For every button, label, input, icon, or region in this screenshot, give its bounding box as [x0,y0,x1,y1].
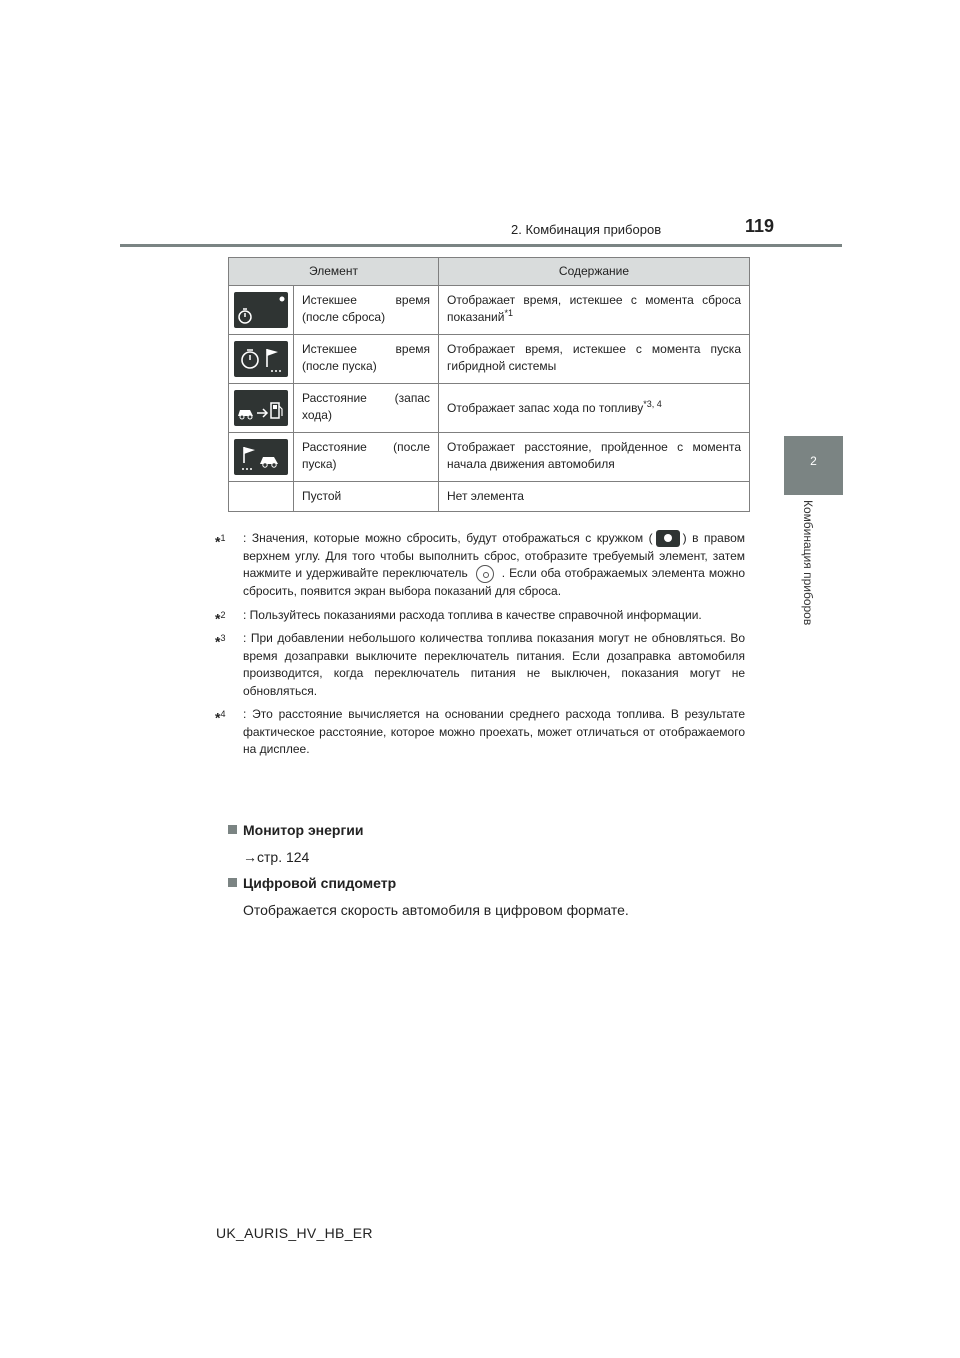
footnotes [215,530,745,765]
footnote-ref: *1 [504,308,513,318]
chapter-tab-label: Комбинация приборов [801,500,815,626]
stopwatch-reset-icon [234,292,288,328]
footnote-text: : При добавлении небольшого количества топлива показания могут не обновляться. Во время дозаправки выключите переключатель питания. Если дозаправка автомобиля производится, когда переключатель питания не выключен, показания могут не обновляться. [243,631,745,698]
footnote-3 [215,630,745,700]
page-number: 119 [745,216,775,236]
items-table [228,257,750,512]
item-name: Пустой [294,482,439,512]
document-code: UK_AURIS_HV_HB_ER [216,1225,373,1241]
chapter-tab-number: 2 [810,454,817,468]
footnote-number: 2 [220,609,226,620]
bullet-square-icon [228,878,237,887]
car-fuel-pump-icon [234,390,288,426]
footnote-4 [215,706,745,759]
footnote-number: 4 [220,709,226,719]
chapter-tab [784,436,843,495]
footnote-text: . Если оба отображаемых элемента можно сбросить, появится экран выбора показаний для сброса. [243,566,745,598]
section-title-digital-speedometer: Цифровой спидометр [228,875,396,891]
table-header-content: Содержание [439,258,750,286]
bullet-square-icon [228,825,237,834]
footnote-number: 1 [220,533,226,543]
footnote-1 [215,530,745,601]
item-description: Отображает расстояние, пройденное с момента начала движения автомобиля [447,440,741,471]
table-row [229,482,750,512]
footnote-mark: * [215,610,221,627]
flag-car-icon [234,439,288,475]
footnote-mark: * [215,709,221,726]
item-description: Отображает запас хода по топливу [447,400,644,415]
reset-circle-icon [656,530,680,547]
footnote-mark: * [215,633,221,650]
item-name: Расстояние (запас хода) [294,384,439,433]
footnote-mark: * [215,533,221,550]
item-name: Истекшее время (после сброса) [294,286,439,335]
section-body-digital-speedometer: Отображается скорость автомобиля в цифровом формате. [243,902,629,918]
footnote-text: : Пользуйтесь показаниями расхода топлива в качестве справочной информации. [243,607,702,622]
item-description: Отображает время, истекшее с момента сброса показаний [447,293,741,324]
footnote-ref: *3, 4 [643,398,662,409]
header-section-title: 2. Комбинация приборов [511,222,662,237]
section-title-energy-monitor: Монитор энергии [228,822,364,838]
item-name: Расстояние (после пуска) [294,433,439,482]
section-body-energy-monitor: →стр. 124 [243,849,310,865]
header-divider [120,244,842,247]
footnote-text: : Значения, которые можно сбросить, будут отображаться с кружком ( [243,531,653,545]
item-description: Отображает время, истекшее с момента пуска гибридной системы [447,342,741,373]
table-row [229,384,750,433]
table-row [229,335,750,384]
footnote-text: ) в правом верхнем углу. Для того чтобы выполнить сброс, отобразите требуемый элемент, затем нажмите и удерживайте переключатель [243,531,745,581]
footnote-number: 3 [220,633,226,643]
footnote-text: : Это расстояние вычисляется на основании среднего расхода топлива. В результате фактическое расстояние, которое можно проехать, может отличаться от отображаемого на дисплее. [243,707,745,756]
footnote-2 [215,607,745,625]
item-name: Истекшее время (после пуска) [294,335,439,384]
table-row [229,286,750,335]
stopwatch-start-flag-icon [234,341,288,377]
table-row [229,433,750,482]
table-header-element: Элемент [229,258,439,286]
item-description: Нет элемента [447,489,524,503]
meter-control-switch-icon [476,565,494,583]
